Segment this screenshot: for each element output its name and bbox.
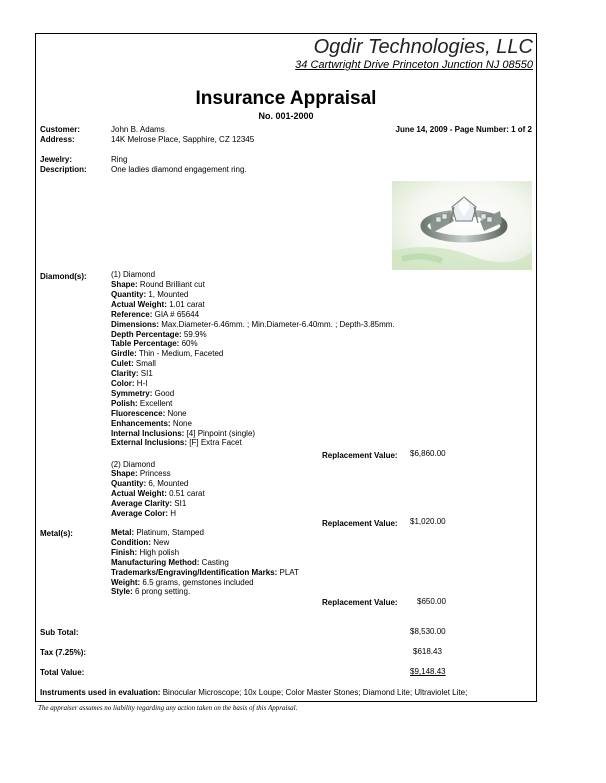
diamond-1-detail-value: Small [135,359,156,369]
diamonds-label: Diamond(s): [40,272,87,281]
diamond-1-replacement-label: Replacement Value: [322,451,398,460]
diamond-1-detail-key: Shape: [111,280,138,289]
diamond-1-replacement-value: $6,860.00 [410,449,446,458]
diamond-1-detail-value: Good [154,388,175,398]
metal-detail-value: Casting [201,557,229,567]
metal-detail-row [111,578,254,588]
diamond-1-detail-value: Round Brilliant cut [139,280,205,289]
diamond-1-detail-key: Polish: [111,398,138,408]
metal-detail-row [111,587,190,597]
instruments-label: Instruments used in evaluation: [40,688,161,697]
metal-detail-key: Weight: [111,577,141,587]
diamond-1-detail-row [111,359,156,369]
diamond-1-detail-row [111,379,147,389]
jewelry-label: Jewelry: [40,155,73,164]
diamond-1-detail-value: 59.9% [183,329,207,339]
diamond-1-detail-value: None [172,418,192,428]
metal-detail-row [111,548,179,558]
diamond-2-detail-value: Princess [139,469,171,478]
metal-detail-value: 6 prong setting. [135,587,191,597]
diamond-2-title: Diamond [123,460,156,469]
diamond-1-detail-key: Enhancements: [111,418,171,428]
diamond-2-detail-value: 6, Mounted [148,478,189,488]
diamond-1-detail-row [111,310,199,320]
diamond-2-detail-row [111,509,176,519]
diamond-1-detail-key: External Inclusions: [111,438,188,448]
diamond-1-heading [111,270,155,280]
diamond-2-detail-row [111,489,205,499]
diamond-1-detail-value: Max.Diameter-6.46mm. ; Min.Diameter-6.40mm. ; Depth-3.85mm. [161,319,395,329]
metal-detail-value: Platinum, Stamped [136,528,204,537]
diamond-1-detail-key: Symmetry: [111,388,153,398]
jewelry-value: Ring [111,155,128,164]
diamond-1-detail-key: Depth Percentage: [111,329,182,339]
metals-label: Metal(s): [40,529,73,538]
date-page: June 14, 2009 - Page Number: 1 of 2 [395,125,532,134]
description-label: Description: [40,165,87,174]
diamond-1-detail-key: Internal Inclusions: [111,428,185,438]
diamond-1-detail-row [111,419,192,429]
diamond-1-detail-key: Table Percentage: [111,339,180,349]
diamond-1-detail-value: H-I [136,379,148,388]
diamond-1-detail-row [111,330,207,340]
diamond-2-detail-key: Quantity: [111,478,147,488]
metal-replacement-label: Replacement Value: [322,598,398,607]
metal-detail-key: Condition: [111,537,151,547]
diamond-1-detail-row [111,300,205,310]
diamond-1-detail-value: Thin - Medium, Faceted [138,349,224,359]
diamond-2-detail-key: Shape: [111,469,138,478]
diamond-1-detail-value: Excellent [139,398,173,408]
letterhead [35,33,537,121]
customer-label: Customer: [40,125,81,134]
company-address: 34 Cartwright Drive Princeton Junction NJ 08550 [295,59,533,71]
diamond-1-number: (1) [111,270,121,279]
metal-detail-key: Finish: [111,547,138,557]
metal-detail-value: PLAT [279,567,299,577]
instruments-line [40,688,467,698]
metal-detail-value: New [153,537,170,547]
diamond-1-detail-value: 60% [181,339,198,349]
diamond-2-detail-row [111,479,188,489]
diamond-2-number: (2) [111,460,121,469]
diamond-1-detail-value: SI1 [140,369,153,379]
metal-detail-row [111,528,204,538]
page-title: Insurance Appraisal [195,88,377,109]
diamond-1-detail-value: [F] Extra Facet [189,438,242,448]
metal-detail-key: Style: [111,587,133,597]
diamond-1-detail-value: None [167,408,187,418]
diamond-1-detail-row [111,290,188,300]
diamond-1-detail-row [111,349,223,359]
diamond-2-detail-key: Average Clarity: [111,498,173,508]
diamond-2-detail-value: SI1 [174,498,187,508]
diamond-1-detail-row [111,320,395,330]
metal-detail-row [111,558,229,568]
diamond-2-detail-value: H [170,508,177,518]
diamond-2-detail-value: 0.51 carat [169,488,205,498]
diamond-1-detail-row [111,280,205,290]
appraisal-number: No. 001-2000 [258,111,314,121]
company-name: Ogdir Technologies, LLC [313,36,533,58]
diamond-2-detail-key: Actual Weight: [111,488,167,498]
description-value: One ladies diamond engagement ring. [111,165,247,174]
metal-detail-value: 6.5 grams, gemstones included [142,577,254,587]
diamond-1-title: Diamond [123,270,156,279]
metal-replacement-value: $650.00 [417,597,446,606]
subtotal-value: $8,530.00 [410,627,446,636]
customer-address: 14K Melrose Place, Sapphire, CZ 12345 [111,135,255,144]
diamond-1-detail-row [111,339,198,349]
customer-name: John B. Adams [111,125,165,134]
diamond-1-detail-row [111,429,255,439]
total-label: Total Value: [40,668,85,677]
diamond-1-detail-key: Reference: [111,309,153,319]
diamond-1-detail-value: 1.01 carat [169,299,205,309]
diamond-1-detail-key: Fluorescence: [111,408,166,418]
tax-label: Tax (7.25%): [40,648,87,657]
tax-value: $618.43 [413,647,442,656]
diamond-2-replacement-label: Replacement Value: [322,519,398,528]
address-label: Address: [40,135,75,144]
diamond-2-replacement-value: $1,020.00 [410,517,446,526]
diamond-1-detail-value: GIA # 65644 [154,309,200,319]
diamond-1-detail-key: Quantity: [111,289,147,299]
diamond-2-detail-row [111,499,186,509]
diamond-1-detail-value: 1, Mounted [148,289,189,299]
diamond-1-detail-row [111,409,187,419]
diamond-1-detail-row [111,389,174,399]
metal-detail-key: Metal: [111,528,135,537]
diamond-1-detail-key: Girdle: [111,349,137,359]
disclaimer: The appraiser assumes no liability regarding any action taken on the basis of this Appraisal. [38,704,298,712]
diamond-1-detail-row [111,438,242,448]
diamond-1-detail-key: Dimensions: [111,319,160,329]
diamond-1-detail-key: Actual Weight: [111,299,167,309]
diamond-2-detail-key: Average Color: [111,508,169,518]
diamond-1-detail-key: Clarity: [111,369,139,379]
diamond-1-detail-row [111,369,153,379]
metal-detail-value: High polish [139,547,180,557]
diamond-1-detail-row [111,399,172,409]
subtotal-label: Sub Total: [40,628,79,637]
metal-detail-row [111,538,169,548]
diamond-2-detail-row [111,469,171,479]
metal-detail-key: Trademarks/Engraving/Identification Marks: [111,567,278,577]
diamond-1-detail-value: [4] Pinpoint (single) [186,428,256,438]
diamond-1-detail-key: Culet: [111,359,134,369]
metal-detail-row [111,568,299,578]
ring-photo [392,181,532,270]
instruments-value: Binocular Microscope; 10x Loupe; Color Master Stones; Diamond Lite; Ultraviolet Lite; [162,688,468,697]
total-value: $9,148.43 [410,667,446,676]
diamond-1-detail-key: Color: [111,379,135,388]
metal-detail-key: Manufacturing Method: [111,557,200,567]
